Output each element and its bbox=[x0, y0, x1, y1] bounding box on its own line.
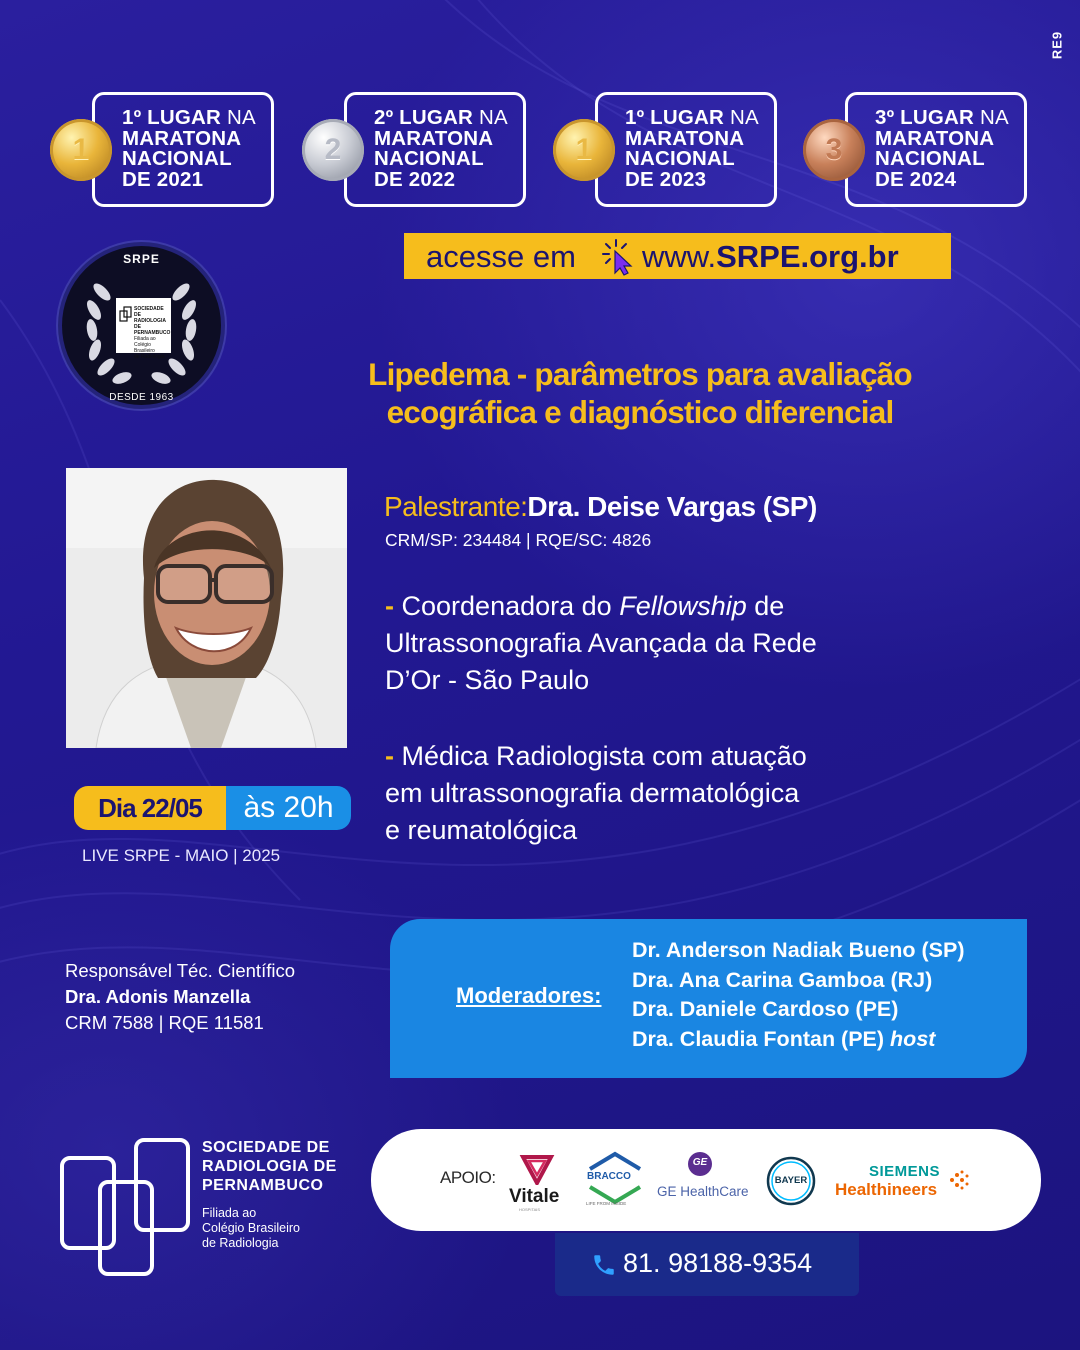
event-title bbox=[300, 355, 980, 431]
moderator-host-tag: host bbox=[890, 1026, 936, 1051]
seal-emblem bbox=[116, 298, 171, 360]
speaker-heading bbox=[384, 491, 817, 523]
responsible-credentials: CRM 7588 | RQE 11581 bbox=[65, 1012, 264, 1033]
award-text bbox=[122, 108, 256, 190]
society-logo-icon bbox=[60, 1138, 200, 1278]
seal-top-text: SRPE bbox=[123, 252, 160, 266]
bio-text: e reumatológica bbox=[385, 815, 578, 845]
bio-text: Médica Radiologista com atuação bbox=[401, 741, 807, 771]
society-name-line: SOCIEDADE DE bbox=[202, 1139, 330, 1156]
bayer-text: BAYER bbox=[774, 1175, 808, 1186]
bio-dash: - bbox=[385, 591, 394, 621]
speaker-photo bbox=[66, 468, 347, 748]
cursor-click-icon bbox=[602, 238, 640, 276]
phone-number bbox=[623, 1248, 812, 1279]
award-line: MARATONA bbox=[625, 126, 745, 150]
award-text bbox=[374, 108, 508, 190]
bracco-text: BRACCO bbox=[587, 1171, 631, 1182]
society-name-line: RADIOLOGIA DE bbox=[202, 1158, 337, 1175]
society-affiliation-line: de Radiologia bbox=[202, 1236, 279, 1250]
society-affiliation-line: Filiada ao bbox=[202, 1206, 257, 1220]
side-brand-tag bbox=[1048, 22, 1066, 68]
sponsors-label: APOIO: bbox=[440, 1168, 496, 1187]
vitale-mark-icon bbox=[517, 1151, 557, 1185]
award-year: DE 2024 bbox=[875, 167, 957, 191]
silver-medal-icon bbox=[302, 119, 364, 181]
ge-monogram-text: GE bbox=[692, 1157, 708, 1168]
gold-medal-icon bbox=[553, 119, 615, 181]
award-line: NACIONAL bbox=[374, 147, 484, 170]
award-line: NACIONAL bbox=[625, 147, 735, 170]
event-title-line: ecográfica e diagnóstico diferencial bbox=[386, 394, 894, 430]
bronze-medal-icon bbox=[803, 119, 865, 181]
srpe-seal-logo bbox=[58, 242, 225, 409]
speaker-portrait-illustration bbox=[66, 468, 347, 748]
seal-emblem-line: RADIOLOGIA DE bbox=[134, 318, 166, 330]
award-place: 1º LUGAR bbox=[625, 106, 725, 129]
phone-icon bbox=[591, 1252, 617, 1278]
bio-text: em ultrassonografia dermatológica bbox=[385, 778, 800, 808]
award-suffix: NA bbox=[226, 106, 256, 129]
website-url-domain: SRPE.org.br bbox=[716, 239, 899, 274]
website-prefix: acesse em bbox=[426, 239, 576, 274]
seal-emblem-line: de Radiologia bbox=[134, 354, 165, 360]
award-line: MARATONA bbox=[374, 126, 494, 150]
award-text bbox=[625, 108, 759, 190]
society-mark-icon bbox=[119, 306, 133, 322]
award-year: DE 2023 bbox=[625, 167, 707, 191]
medal-number: 1 bbox=[575, 133, 593, 166]
bio-text: D’Or - São Paulo bbox=[385, 665, 590, 695]
medal-number: 1 bbox=[72, 133, 90, 166]
bio-text: de bbox=[754, 591, 785, 621]
society-affiliation bbox=[202, 1206, 300, 1251]
award-suffix: NA bbox=[478, 106, 508, 129]
speaker-label: Palestrante: bbox=[384, 491, 528, 522]
speaker-bio-item bbox=[385, 738, 945, 849]
responsible-name: Dra. Adonis Manzella bbox=[65, 986, 251, 1007]
vitale-subtext: HOSPITAIS bbox=[519, 1207, 541, 1212]
bracco-subtext: LIFE FROM INSIDE bbox=[586, 1201, 627, 1206]
award-place: 1º LUGAR bbox=[122, 106, 222, 129]
website-banner[interactable] bbox=[404, 233, 951, 279]
side-brand-label: RE9 bbox=[1049, 30, 1065, 60]
sponsors-bar bbox=[371, 1129, 1041, 1231]
moderator-name: Dra. Daniele Cardoso (PE) bbox=[632, 997, 899, 1021]
bio-dash: - bbox=[385, 741, 394, 771]
scientific-responsible bbox=[65, 958, 295, 1036]
moderators-label: Moderadores: bbox=[456, 983, 602, 1008]
phone-digits: 98188-9354 bbox=[668, 1248, 813, 1278]
event-date-badge bbox=[74, 786, 351, 830]
phone-area-code: 81. bbox=[623, 1248, 661, 1278]
award-suffix: NA bbox=[979, 106, 1009, 129]
award-place: 2º LUGAR bbox=[374, 106, 474, 129]
website-url-prefix: www. bbox=[642, 239, 717, 274]
seal-emblem-text bbox=[134, 306, 171, 360]
award-suffix: NA bbox=[729, 106, 759, 129]
award-year: DE 2022 bbox=[374, 167, 456, 191]
event-title-line: Lipedema - parâmetros para avaliação bbox=[368, 356, 912, 392]
moderators-list bbox=[632, 936, 965, 1054]
gold-medal-icon bbox=[50, 119, 112, 181]
moderator-name: Dra. Claudia Fontan (PE) bbox=[632, 1026, 885, 1051]
bio-emphasis: Fellowship bbox=[619, 591, 747, 621]
speaker-bio-item bbox=[385, 588, 945, 699]
society-name-line: PERNAMBUCO bbox=[202, 1177, 324, 1194]
event-time: às 20h bbox=[226, 786, 351, 830]
seal-emblem-line: Colégio Brasileiro bbox=[134, 342, 155, 354]
phone-contact[interactable] bbox=[555, 1233, 859, 1296]
medal-number: 3 bbox=[825, 133, 843, 166]
website-url[interactable] bbox=[642, 239, 899, 275]
award-line: NACIONAL bbox=[122, 147, 232, 170]
seal-emblem-line: PERNAMBUCO bbox=[134, 330, 171, 336]
bio-text: Coordenadora do bbox=[401, 591, 612, 621]
speaker-name: Dra. Deise Vargas (SP) bbox=[527, 491, 817, 522]
bayer-logo bbox=[765, 1155, 817, 1207]
moderators-panel bbox=[390, 919, 1027, 1078]
healthineers-text: Healthineers bbox=[835, 1180, 938, 1199]
seal-bottom-text: DESDE 1963 bbox=[109, 392, 174, 403]
moderator-name: Dr. Anderson Nadiak Bueno (SP) bbox=[632, 938, 965, 962]
speaker-credentials: CRM/SP: 234484 | RQE/SC: 4826 bbox=[385, 530, 652, 550]
seal-emblem-line: SOCIEDADE DE bbox=[134, 306, 164, 318]
healthineers-dots-icon bbox=[949, 1169, 971, 1191]
live-edition-label: LIVE SRPE - MAIO | 2025 bbox=[82, 846, 281, 865]
ge-healthcare-text: GE HealthCare bbox=[657, 1184, 749, 1199]
responsible-title: Responsável Téc. Científico bbox=[65, 960, 295, 981]
award-line: MARATONA bbox=[122, 126, 242, 150]
society-name bbox=[202, 1138, 337, 1195]
award-line: MARATONA bbox=[875, 126, 995, 150]
seal-emblem-line: Filiada ao bbox=[134, 336, 156, 342]
event-date: Dia 22/05 bbox=[74, 786, 226, 830]
bio-text: Ultrassonografia Avançada da Rede bbox=[385, 628, 817, 658]
award-place: 3º LUGAR bbox=[875, 106, 975, 129]
vitale-text: Vitale bbox=[509, 1186, 560, 1207]
award-text bbox=[875, 108, 1009, 190]
moderator-name: Dra. Ana Carina Gamboa (RJ) bbox=[632, 967, 933, 992]
award-year: DE 2021 bbox=[122, 167, 204, 191]
award-line: NACIONAL bbox=[875, 147, 985, 170]
medal-number: 2 bbox=[324, 133, 342, 166]
siemens-text: SIEMENS bbox=[869, 1163, 941, 1180]
society-affiliation-line: Colégio Brasileiro bbox=[202, 1221, 300, 1235]
